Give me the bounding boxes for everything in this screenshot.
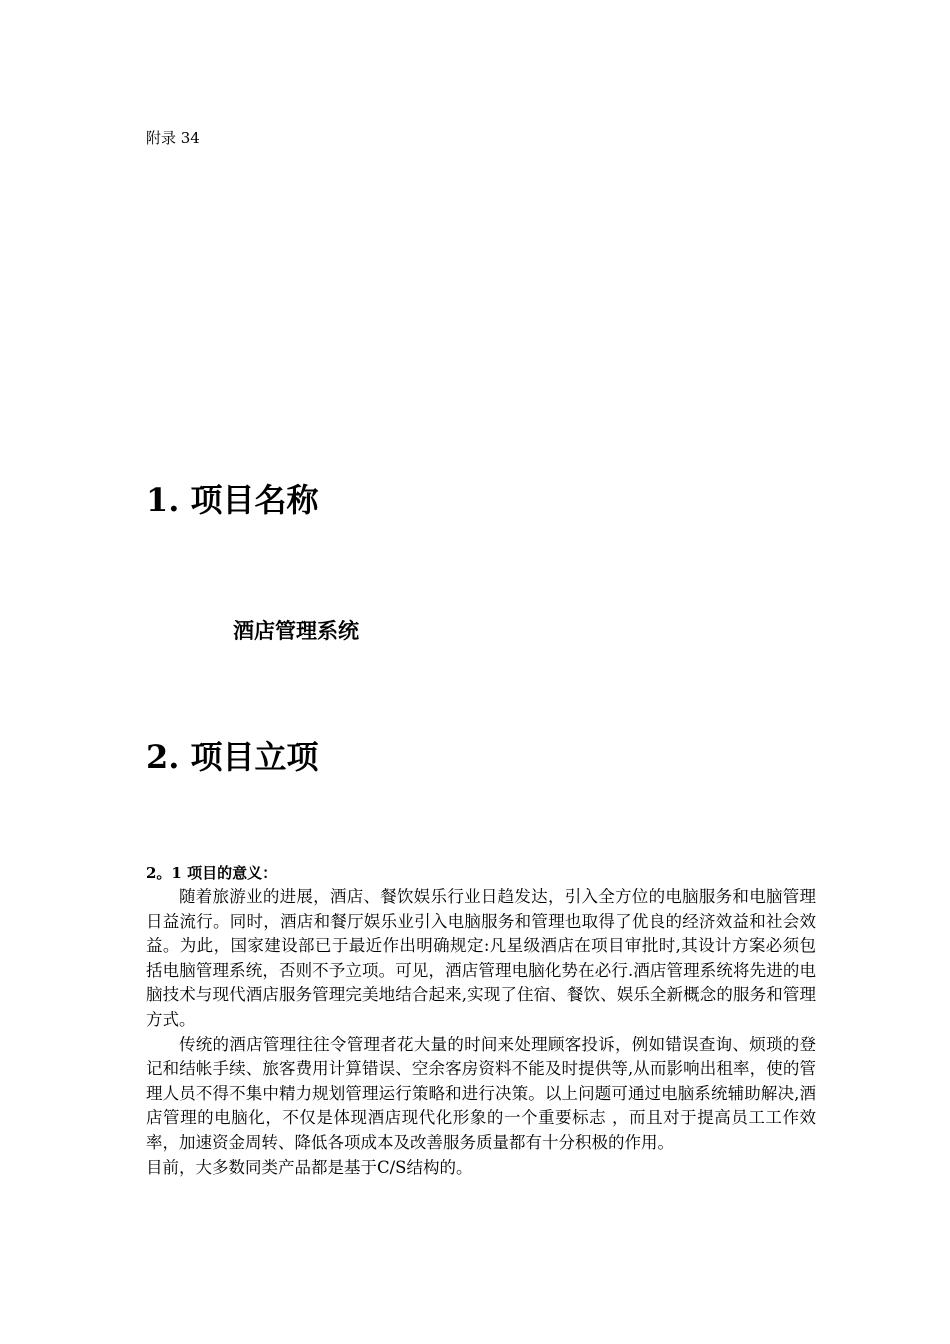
section-2-1-body bbox=[146, 885, 816, 1180]
section-2-heading: 2. 项目立项 bbox=[146, 738, 319, 776]
project-name: 酒店管理系统 bbox=[233, 619, 359, 643]
subsection-2-1-heading: 2。1 项目的意义： bbox=[146, 864, 278, 882]
appendix-label: 附录 34 bbox=[146, 129, 200, 147]
paragraph-significance: 随着旅游业的进展，酒店、餐饮娱乐行业日趋发达，引入全方位的电脑服务和电脑管理日益流行。同时，酒店和餐厅娱乐业引入电脑服务和管理也取得了优良的经济效益和社会效益。为此，国家建设部已于最近作出明确规定:凡星级酒店在项目审批时,其设计方案必须包括电脑管理系统，否则不予立项。可见，酒店管理电脑化势在必行.酒店管理系统将先进的电脑技术与现代酒店服务管理完美地结合起来,实现了住宿、餐饮、娱乐全新概念的服务和管理方式。 bbox=[146, 887, 816, 1029]
paragraph-current-products: 目前，大多数同类产品都是基于C/S结构的。 bbox=[146, 1157, 473, 1177]
section-1-heading: 1. 项目名称 bbox=[146, 481, 319, 519]
paragraph-traditional-management: 传统的酒店管理往往令管理者花大量的时间来处理顾客投诉，例如错误查询、烦琐的登记和结帐手续、旅客费用计算错误、空余客房资料不能及时提供等,从而影响出租率，使的管理人员不得不集中精力规划管理运行策略和进行决策。以上问题可通过电脑系统辅助解决,酒店管理的电脑化，不仅是体现酒店现代化形象的一个重要标志 ，而且对于提高员工工作效率，加速资金周转、降低各项成本及改善服务质量都有十分积极的作用。 bbox=[146, 1034, 816, 1152]
